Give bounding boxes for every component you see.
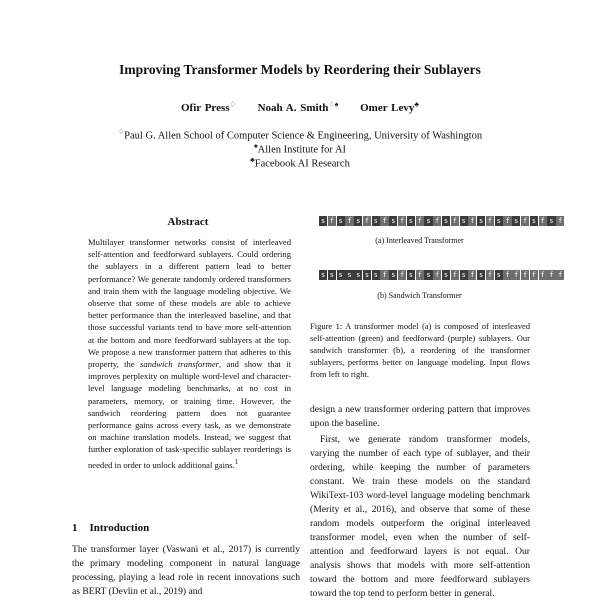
paragraph: design a new transformer ordering pattern that improves upon the baseline. <box>310 404 530 429</box>
feedforward-block: f <box>514 271 519 279</box>
feedforward-block: f <box>417 217 422 225</box>
feedforward-block: f <box>435 217 440 225</box>
self-attention-block: s <box>320 217 326 225</box>
self-attention-block: s <box>549 217 554 225</box>
author <box>181 102 236 114</box>
section-number: 1 <box>72 522 78 534</box>
self-attention-block: s <box>320 271 326 279</box>
self-attention-block: s <box>329 271 334 279</box>
self-attention-block: s <box>408 271 414 279</box>
abstract-body <box>88 236 291 471</box>
author-marks: ♣ <box>414 100 419 108</box>
affiliation-text: Facebook AI Research <box>254 158 350 170</box>
author-list <box>0 100 600 114</box>
self-attention-block: s <box>356 271 361 279</box>
feedforward-block: f <box>522 217 528 225</box>
author-name: Ofir Press <box>181 101 230 114</box>
feedforward-block: f <box>505 271 510 279</box>
self-attention-block: s <box>479 271 484 279</box>
feedforward-block: f <box>452 271 457 279</box>
feedforward-block: f <box>531 271 536 279</box>
feedforward-block: f <box>549 271 554 279</box>
section-heading <box>72 522 149 534</box>
self-attention-block: s <box>461 271 466 279</box>
feedforward-block: f <box>540 217 545 225</box>
self-attention-block: s <box>338 271 343 279</box>
self-attention-block: s <box>496 217 501 225</box>
feedforward-block: f <box>505 217 510 225</box>
self-attention-block: s <box>443 217 449 225</box>
affiliation <box>0 128 600 142</box>
figure-caption: Figure 1: A transformer model (a) is composed of interleaved self-attention (green) and feedforward (purple) sublayers. Our sandwich transformer (b), a reordering of the transformer sublayers, performs better on language modeling. Input flows from left to right. <box>310 321 530 379</box>
section-title: Introduction <box>89 522 150 534</box>
self-attention-block: s <box>338 217 343 225</box>
feedforward-block: f <box>470 271 475 279</box>
self-attention-block: s <box>531 217 536 225</box>
self-attention-block: s <box>364 271 370 279</box>
feedforward-block: f <box>347 217 352 225</box>
affiliation-mark: ♢ <box>117 128 125 136</box>
interleaved-caption: (a) Interleaved Transformer <box>375 236 464 245</box>
self-attention-block: s <box>373 217 378 225</box>
intro-paragraph: The transformer layer (Vaswani et al., 2017) is currently the primary modeling component in natural language processing, playing a lead role in recent innovations such as BERT (Devlin et al., 2019) and <box>72 544 300 597</box>
self-attention-block: s <box>408 217 414 225</box>
sandwich-sublayer-strip <box>319 270 565 280</box>
self-attention-block: s <box>479 217 484 225</box>
right-column-text <box>310 403 530 601</box>
abstract-emphasis: sandwich transformer <box>140 359 219 370</box>
self-attention-block: s <box>426 217 431 225</box>
self-attention-block: s <box>461 217 466 225</box>
abstract-text-after: , and show that it improves perplexity on multiple word-level and character-level language modeling benchmarks, at no cost in parameters, memory, or training time. However, the sandwich reordering pattern does not guarantee performance gains across every task, as we demonstrate on machine translation models. Instead, we suggest that further exploration of task-specific sublayer reorderings is needed in order to unlock additional gains. <box>88 359 291 470</box>
feedforward-block: f <box>452 217 457 225</box>
author-name: Noah A. Smith <box>257 101 329 114</box>
feedforward-block: f <box>558 271 563 279</box>
affiliation <box>0 142 600 156</box>
author-marks: ♢ <box>229 100 236 108</box>
affiliation <box>0 156 600 170</box>
feedforward-block: f <box>329 217 334 225</box>
paper-title: Improving Transformer Models by Reordering their Sublayers <box>119 62 481 77</box>
feedforward-block: f <box>470 217 475 225</box>
self-attention-block: s <box>391 217 396 225</box>
feedforward-block: f <box>382 271 387 279</box>
affiliation-mark: ♠ <box>253 142 258 150</box>
self-attention-block: s <box>356 217 361 225</box>
feedforward-block: f <box>558 217 563 225</box>
author <box>360 102 419 114</box>
feedforward-block: f <box>400 217 405 225</box>
footnote-mark: 1 <box>234 457 239 466</box>
self-attention-block: s <box>391 271 396 279</box>
feedforward-block: f <box>487 271 493 279</box>
feedforward-block: f <box>364 217 370 225</box>
self-attention-block: s <box>496 271 501 279</box>
author-name: Omer Levy <box>360 101 415 114</box>
feedforward-block: f <box>487 217 493 225</box>
affiliation-text: Allen Institute for AI <box>257 144 347 156</box>
abstract-heading: Abstract <box>167 216 209 228</box>
interleaved-sublayer-strip <box>319 216 565 226</box>
feedforward-block: f <box>522 271 528 279</box>
self-attention-block: s <box>347 271 352 279</box>
affiliation-text: Paul G. Allen School of Computer Science & Engineering, University of Washington <box>124 130 483 142</box>
feedforward-block: f <box>435 271 440 279</box>
paragraph: First, we generate random transformer models, varying the number of each type of sublayer, and their ordering, while keeping the number of parameters constant. We train these models on the standard WikiText-103 word-level language modeling benchmark (Merity et al., 2016), and observe that some of these random models outperform the original interleaved transformer model, even when the number of self-attention and feedforward layers is not equal. Our analysis shows that models with more self-attention toward the bottom and more feedforward sublayers toward the top tend to perform better in general. <box>310 434 530 599</box>
affiliation-mark: ♣ <box>250 156 255 164</box>
sandwich-caption: (b) Sandwich Transformer <box>377 291 462 300</box>
feedforward-block: f <box>540 271 545 279</box>
feedforward-block: f <box>382 217 387 225</box>
self-attention-block: s <box>426 271 431 279</box>
self-attention-block: s <box>373 271 378 279</box>
self-attention-block: s <box>443 271 449 279</box>
author <box>258 102 339 114</box>
feedforward-block: f <box>417 271 422 279</box>
self-attention-block: s <box>514 217 519 225</box>
feedforward-block: f <box>400 271 405 279</box>
author-marks: ♢♠ <box>328 100 339 108</box>
abstract-text-before: Multilayer transformer networks consist of interleaved self-attention and feedforward sublayers. Could ordering the sublayers in a different pattern lead to better performance? We generate randomly ordered transformers and train them with the language modeling objective. We observe that some of these models are able to achieve better performance than the interleaved baseline, and that those successful variants tend to have more self-attention at the bottom and more feedforward sublayers at the top. We propose a new transformer pattern that adheres to this property, the <box>88 237 291 370</box>
